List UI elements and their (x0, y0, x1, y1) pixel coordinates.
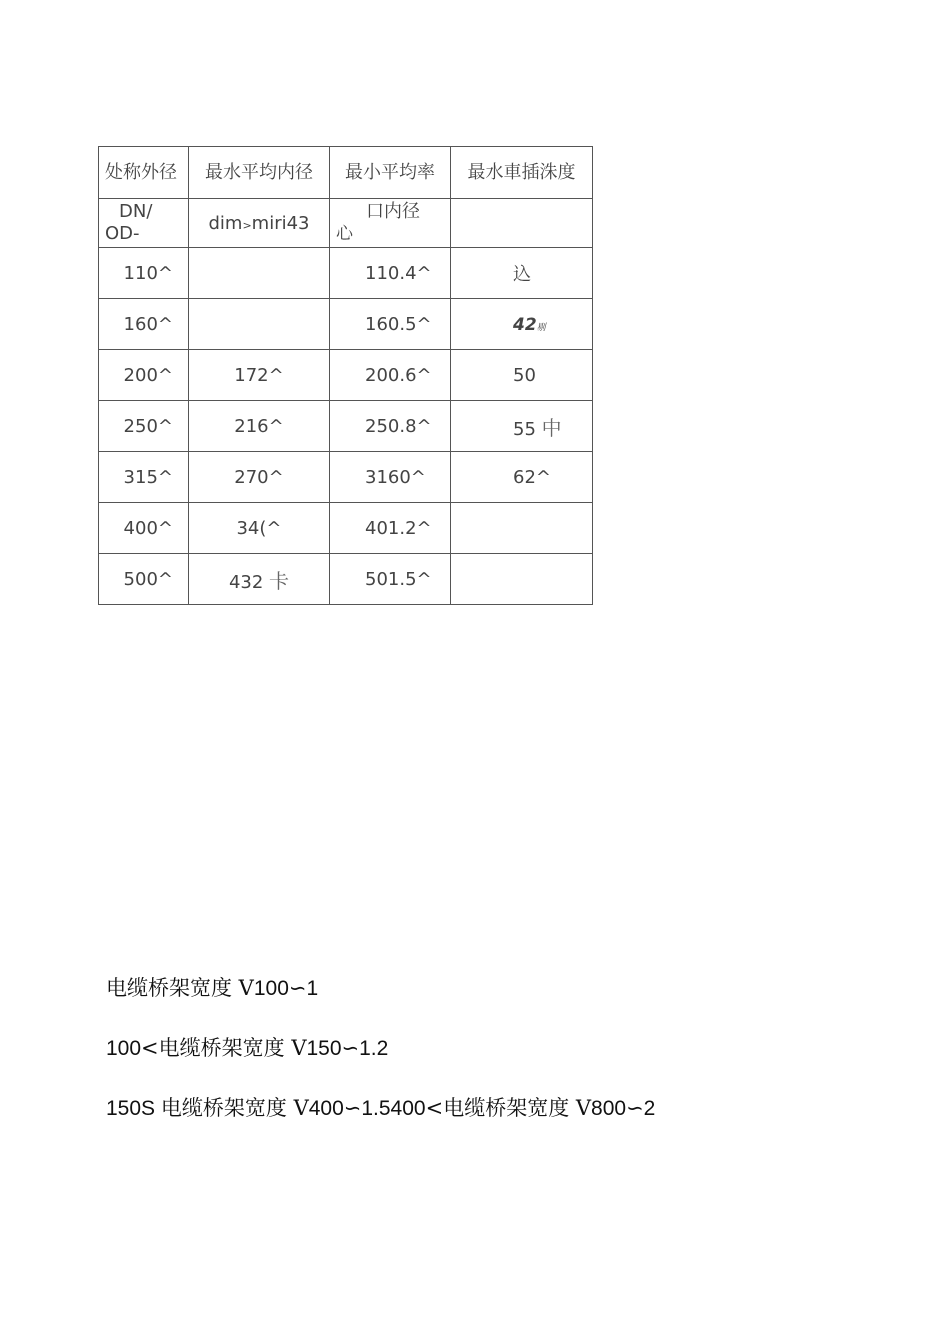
header-row (99, 147, 593, 199)
cell-id: 34(^ (189, 503, 330, 554)
subheader-od: OD- (105, 223, 140, 244)
cell-ratio: 110.4^ (330, 248, 451, 299)
subheader-dim (189, 199, 330, 248)
note-line-1-text: 电缆桥架宽度 V (106, 976, 254, 1000)
header-min-mean-ratio: 最小平均率 (330, 147, 451, 199)
note-line-3-text-1: 电缆桥架宽度 V (160, 1096, 309, 1120)
cell-depth: 62^ (451, 452, 593, 503)
subheader-dim-main: dim (208, 212, 243, 234)
cell-od: 500^ (99, 554, 189, 605)
cell-id-mark: 卡 (269, 568, 290, 593)
subheader-inner-dia-line1: 口内径 (366, 201, 420, 222)
table-row (99, 248, 593, 299)
cell-id: 270^ (189, 452, 330, 503)
subheader-dn-od (99, 199, 189, 248)
table-row (99, 503, 593, 554)
subheader-dim-tail: miri43 (251, 212, 310, 234)
header-min-insert-depth: 最水車插洙度 (451, 147, 593, 199)
table-row (99, 554, 593, 605)
cell-depth (451, 503, 593, 554)
cell-ratio: 250.8^ (330, 401, 451, 452)
cell-depth: 50 (451, 350, 593, 401)
cell-id (189, 248, 330, 299)
note-line-3-text-2: <电缆桥架宽度 V (425, 1096, 592, 1120)
note-line-1 (106, 972, 318, 1002)
cell-od: 315^ (99, 452, 189, 503)
spec-table (98, 146, 593, 605)
table-row (99, 452, 593, 503)
cell-od: 160^ (99, 299, 189, 350)
note-line-1-range: 100∽1 (253, 977, 319, 1000)
cell-depth (451, 299, 593, 350)
cell-depth-mark: 中 (541, 415, 562, 440)
cell-ratio: 160.5^ (330, 299, 451, 350)
cell-ratio: 200.6^ (330, 350, 451, 401)
cell-od: 200^ (99, 350, 189, 401)
cell-depth-mark: 剔 (536, 322, 546, 333)
note-line-3-range-2: 800∽2 (591, 1097, 656, 1120)
subheader-empty (451, 199, 593, 248)
table-row (99, 401, 593, 452)
cell-id: 216^ (189, 401, 330, 452)
note-line-2 (106, 1032, 388, 1062)
note-line-3-range-1: 400∽1.5400 (308, 1097, 426, 1120)
note-line-2-start: 100 (106, 1037, 142, 1060)
table-row (99, 299, 593, 350)
subheader-inner-dia-line2: 心 (336, 224, 353, 244)
cell-depth (451, 401, 593, 452)
cell-od: 250^ (99, 401, 189, 452)
header-nominal-od: 处称外径 (99, 147, 189, 199)
note-line-3-start: 150S (106, 1097, 161, 1120)
cell-depth-value: 55 (513, 418, 536, 440)
table-row (99, 350, 593, 401)
cell-ratio: 401.2^ (330, 503, 451, 554)
note-line-3 (106, 1092, 655, 1122)
cell-id-value: 432 (228, 571, 264, 593)
cell-depth (451, 554, 593, 605)
note-line-2-range: 150∽1.2 (306, 1037, 389, 1060)
cell-ratio: 501.5^ (330, 554, 451, 605)
subheader-inner-dia (330, 199, 451, 248)
subheader-row (99, 199, 593, 248)
header-min-mean-id: 最水平均内径 (189, 147, 330, 199)
cell-ratio: 3160^ (330, 452, 451, 503)
cell-id (189, 299, 330, 350)
cell-id (189, 554, 330, 605)
cell-depth-value: 42 (513, 314, 537, 335)
cell-od: 400^ (99, 503, 189, 554)
cell-od: 110^ (99, 248, 189, 299)
subheader-dn: DN/ (119, 201, 153, 222)
note-line-2-text: <电缆桥架宽度 V (141, 1036, 307, 1060)
cell-id: 172^ (189, 350, 330, 401)
subheader-dim-small: > (242, 218, 252, 232)
cell-depth: 込 (451, 248, 593, 299)
